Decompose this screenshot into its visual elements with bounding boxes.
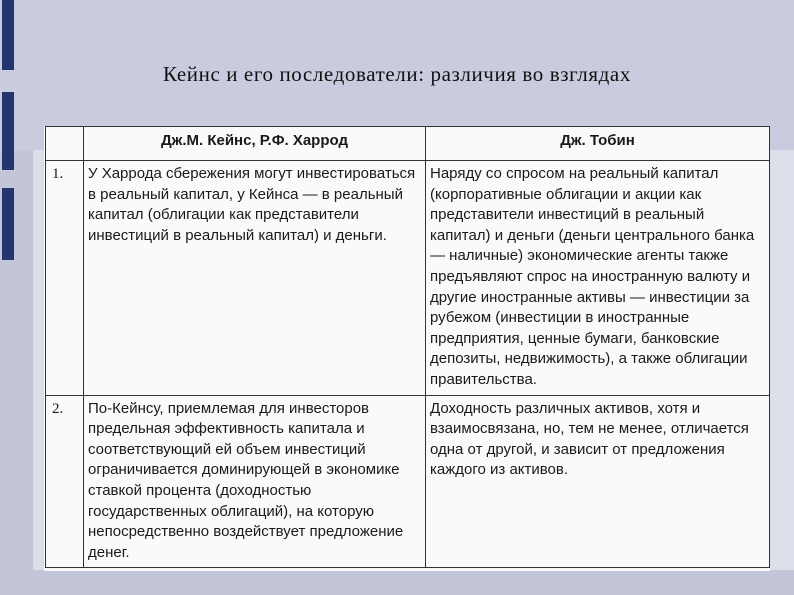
header-number-column (46, 127, 84, 161)
table-header-row (46, 127, 770, 161)
header-keynes-harrod: Дж.М. Кейнс, Р.Ф. Харрод (84, 127, 426, 161)
comparison-table (45, 126, 770, 568)
cell-tobin: Доходность различных активов, хотя и взаимосвязана, но, тем не менее, отличается одна от другой, и зависит от предложения каждого из активов. (426, 395, 770, 568)
cell-tobin: Наряду со спросом на реальный капитал (корпоративные облигации и акции как представители инвестиций в реальный капитал) и деньги (деньги центрального банка — наличные) экономические агенты также предъявляют спрос на иностранную валюту и другие иностранные активы — инвестиции за рубежом (инвестиции в иностранные предприятия, ценные бумаги, банковские депозиты, недвижимость), а также облигации правительства. (426, 161, 770, 396)
header-tobin: Дж. Тобин (426, 127, 770, 161)
cell-keynes-harrod: У Харрода сбережения могут инвестироваться в реальный капитал, у Кейнса — в реальный капитал (облигации как представители инвестиций в реальный капитал) и деньги. (84, 161, 426, 396)
table-row (46, 161, 770, 396)
slide-title: Кейнс и его последователи: различия во взглядах (163, 62, 631, 86)
comparison-table-container (44, 126, 770, 571)
row-number: 1. (46, 161, 84, 396)
cell-keynes-harrod: По-Кейнсу, приемлемая для инвесторов предельная эффективность капитала и соответствующий ей объем инвестиций ограничивается доминирующей в экономике ставкой процента (доходностью государственных облигаций), на которую непосредственно воздействует предложение денег. (84, 395, 426, 568)
table-row (46, 395, 770, 568)
row-number: 2. (46, 395, 84, 568)
decorative-accent-bar (2, 0, 14, 70)
decorative-accent-bar (2, 188, 14, 260)
decorative-accent-bar (2, 92, 14, 170)
